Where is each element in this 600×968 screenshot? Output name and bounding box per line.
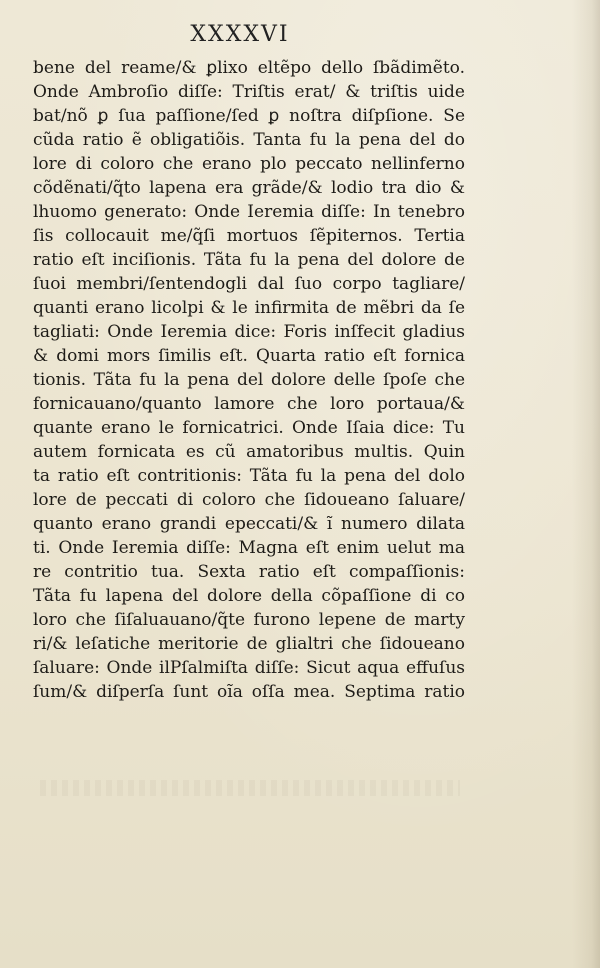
text-line: tionis. Tãta fu la pena del dolore delle ſpoſe che [33, 370, 465, 390]
text-line: ti. Onde Ieremia diſſe: Magna eſt enim uelut ma [33, 538, 465, 558]
text-line: quanto erano grandi epeccati/& ĩ numero dilata [33, 514, 465, 534]
text-block [33, 56, 465, 704]
text-line: ſis collocauit me/q̃ſi mortuos ſẽpiternos. Tertia [33, 226, 465, 246]
text-line: cõdẽnati/q̃to lapena era grãde/& lodio tra dio & [33, 178, 465, 198]
text-line: lore di coloro che erano plo peccato nellinferno [33, 154, 465, 174]
text-line: cũda ratio ẽ obligatiõis. Tanta fu la pena del do [33, 130, 465, 150]
text-line: ta ratio eſt contritionis: Tãta fu la pena del dolo [33, 466, 465, 486]
text-line: fornicauano/quanto lamore che loro portaua/& [33, 394, 465, 414]
text-line: Onde Ambroſio diſſe: Triſtis erat/ & triſtis uide [33, 82, 465, 102]
ink-show-through [40, 780, 460, 796]
text-line: ſum/& diſperſa ſunt oĩa oſſa mea. Septima ratio [33, 682, 465, 702]
text-line: re contritio tua. Sexta ratio eſt compaſſionis: [33, 562, 465, 582]
text-line: Tãta fu lapena del dolore della cõpaſſione di co [33, 586, 465, 606]
text-line: loro che ſiſaluauano/q̃te furono lepene de marty [33, 610, 465, 630]
text-line: ratio eſt inciſionis. Tãta fu la pena del dolore de [33, 250, 465, 270]
text-line: bat/nõ ꝑ ſua paſſione/ſed ꝑ noſtra diſpſione. Se [33, 106, 465, 126]
text-line: ſuoi membri/ſentendogli dal ſuo corpo tagliare/ [33, 274, 465, 294]
text-line: autem fornicata es cũ amatoribus multis. Quin [33, 442, 465, 462]
text-line: bene del reame/& ꝑlixo eltẽpo dello ſbãdimẽto. [33, 58, 465, 78]
text-line: ri/& leſatiche meritorie de glialtri che ſidoueano [33, 634, 465, 654]
page-edge-shadow [572, 0, 600, 968]
text-line: lore de peccati di coloro che ſidoueano ſaluare/ [33, 490, 465, 510]
text-line: & domi mors ſimilis eſt. Quarta ratio eſt fornica [33, 346, 465, 366]
folio-number: XXXXVI [190, 22, 290, 47]
text-line: lhuomo generato: Onde Ieremia diſſe: In tenebro [33, 202, 465, 222]
text-line: tagliati: Onde Ieremia dice: Foris inſfecit gladius [33, 322, 465, 342]
text-line: quante erano le fornicatrici. Onde Iſaia dice: Tu [33, 418, 465, 438]
text-line: ſaluare: Onde ilPſalmiſta diſſe: Sicut aqua effuſus [33, 658, 465, 678]
text-line: quanti erano licolpi & le infirmita de mẽbri da ſe [33, 298, 465, 318]
